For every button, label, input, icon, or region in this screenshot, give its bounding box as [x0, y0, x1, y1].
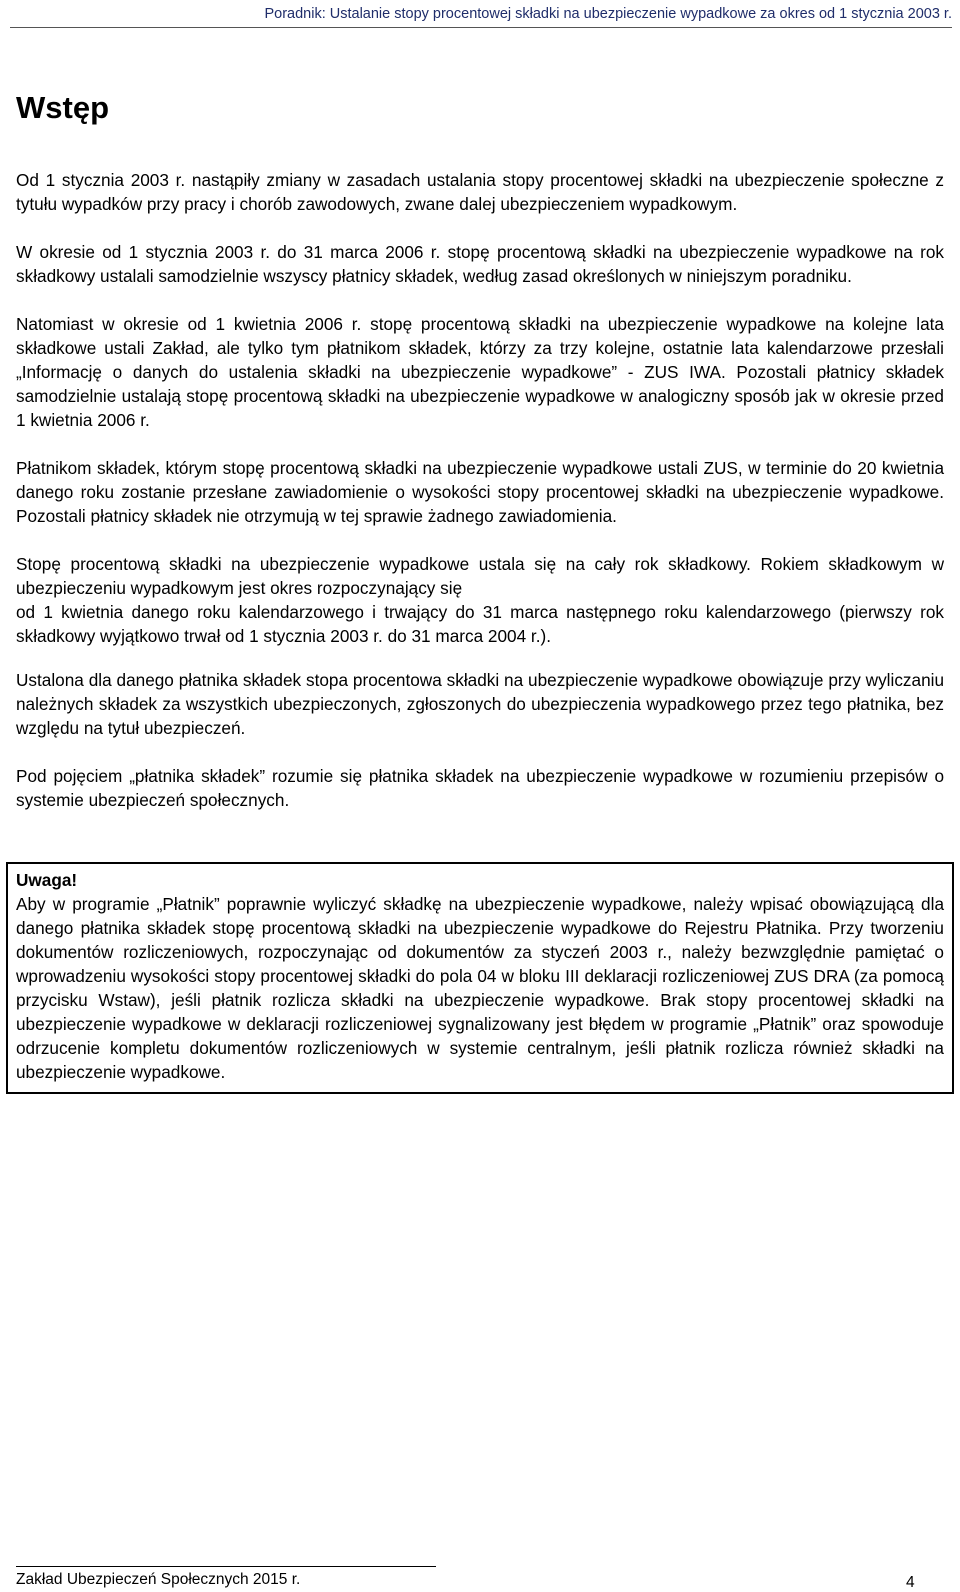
- running-header: Poradnik: Ustalanie stopy procentowej składki na ubezpieczenie wypadkowe za okres od 1 stycznia 2003 r.: [264, 6, 952, 22]
- page-number: 4: [906, 1574, 915, 1591]
- paragraph-notification: Płatnikom składek, którym stopę procentową składki na ubezpieczenie wypadkowe ustali ZUS, w terminie do 20 kwietnia danego roku zostanie przesłane zawiadomienie o wysokości stopy procentowej składki na ubezpieczenie wypadkowe. Pozostali płatnicy składek nie otrzymują w tej sprawie żadnego zawiadomienia.: [16, 458, 944, 526]
- warning-box: [6, 862, 954, 1094]
- warning-text: Aby w programie „Płatnik” poprawnie wyliczyć składkę na ubezpieczenie wypadkowe, należy wpisać obowiązującą dla danego płatnika składek stopę procentową składki na ubezpieczenie wypadkowe do Rejestru Płatnika. Przy tworzeniu dokumentów rozliczeniowych, rozpoczynając od dokumentów za styczeń 2003 r., należy bezwzględnie pamiętać o wprowadzeniu wysokości stopy procentowej składki do pola 04 w bloku III deklaracji rozliczeniowej ZUS DRA (za pomocą przycisku Wstaw), jeśli płatnik rozlicza składki na ubezpieczenie wypadkowe. Brak stopy procentowej składki na ubezpieczenie wypadkowe w deklaracji rozliczeniowej sygnalizowany jest błędem w programie „Płatnik” oraz spowoduje odrzucenie kompletu dokumentów rozliczeniowych w systemie centralnym, jeśli płatnik rozlicza również składki na ubezpieczenie wypadkowe.: [16, 894, 944, 1082]
- paragraph-rate-applies: Ustalona dla danego płatnika składek stopa procentowa składki na ubezpieczenie wypadkowe obowiązuje przy wyliczaniu należnych składek za wszystkich ubezpieczonych, zgłoszonych do ubezpieczenia wypadkowego przez tego płatnika, bez względu na tytuł ubezpieczeń.: [16, 670, 944, 738]
- section-title: Wstęp: [16, 90, 109, 125]
- paragraph-payer-definition: Pod pojęciem „płatnika składek” rozumie się płatnika składek na ubezpieczenie wypadkowe w rozumieniu przepisów o systemie ubezpieczeń społecznych.: [16, 766, 944, 810]
- paragraph-intro: Od 1 stycznia 2003 r. nastąpiły zmiany w zasadach ustalania stopy procentowej składki na ubezpieczenie społeczne z tytułu wypadków przy pracy i chorób zawodowych, zwane dalej ubezpieczeniem wypadkowym.: [16, 170, 944, 214]
- paragraph-contribution-year-continued: od 1 kwietnia danego roku kalendarzowego i trwający do 31 marca następnego roku kalendarzowego (pierwszy rok składkowy wyjątkowo trwał od 1 stycznia 2003 r. do 31 marca 2004 r.).: [16, 602, 944, 646]
- paragraph-contribution-year: Stopę procentową składki na ubezpieczenie wypadkowe ustala się na cały rok składkowy. Rokiem składkowym w ubezpieczeniu wypadkowym jest okres rozpoczynający się: [16, 554, 944, 598]
- header-divider: [10, 27, 952, 28]
- paragraph-period-from-2006: Natomiast w okresie od 1 kwietnia 2006 r. stopę procentową składki na ubezpieczenie wypadkowe na kolejne lata składkowe ustali Zakład, ale tylko tym płatnikom składek, którzy za trzy kolejne, ostatnie lata kalendarzowe przesłali „Informację o danych do ustalenia składki na ubezpieczenie wypadkowe” - ZUS IWA. Pozostali płatnicy składek samodzielnie ustalają stopę procentową składki na ubezpieczenie wypadkowe w analogiczny sposób jak w okresie przed 1 kwietnia 2006 r.: [16, 314, 944, 430]
- warning-title: Uwaga!: [16, 870, 78, 890]
- paragraph-period-2003-2006: W okresie od 1 stycznia 2003 r. do 31 marca 2006 r. stopę procentową składki na ubezpieczenie wypadkowe na rok składkowy ustalali samodzielnie wszyscy płatnicy składek, według zasad określonych w niniejszym poradniku.: [16, 242, 944, 286]
- body-text: [16, 168, 944, 812]
- footer-organization: Zakład Ubezpieczeń Społecznych 2015 r.: [16, 1571, 301, 1588]
- footer-divider: [16, 1566, 436, 1567]
